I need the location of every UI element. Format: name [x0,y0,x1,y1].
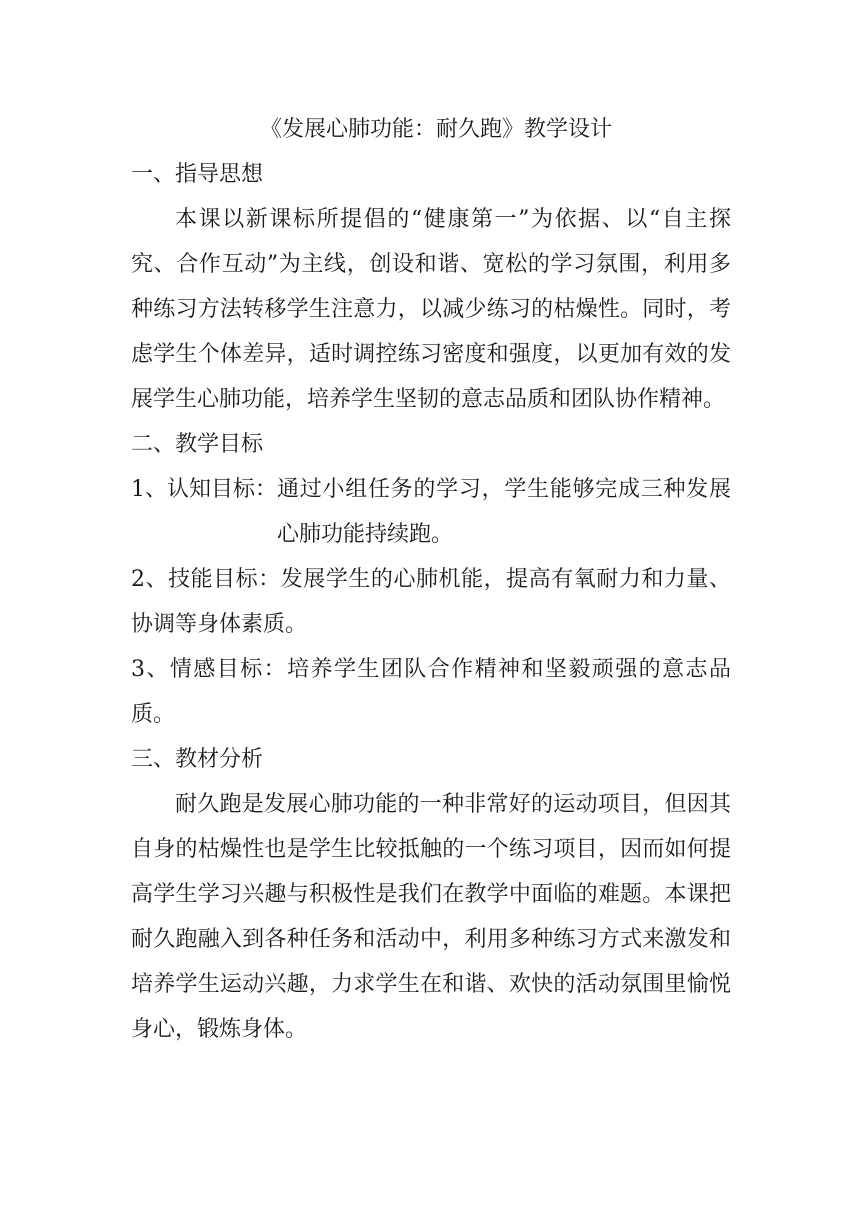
document-page [131,107,731,1052]
goal-text: 培养学生团队合作精神和坚毅顽强的意志品质。 [131,657,731,727]
goal-label: 1、认知目标： [131,477,277,502]
goal-item-skill [131,557,731,647]
section-heading-guiding-ideology: 一、指导思想 [131,162,264,187]
section-heading-material-analysis: 三、教材分析 [131,747,264,772]
document-title: 《发展心肺功能：耐久跑》教学设计 [259,117,612,142]
material-analysis-paragraph: 耐久跑是发展心肺功能的一种非常好的运动项目，但因其自身的枯燥性也是学生比较抵触的一个练习项目，因而如何提高学生学习兴趣与积极性是我们在教学中面临的难题。本课把耐久跑融入到各种任务和活动中，利用多种练习方式来激发和培养学生运动兴趣，力求学生在和谐、欢快的活动氛围里愉悦身心，锻炼身体。 [131,792,731,1042]
guiding-ideology-paragraph: 本课以新课标所提倡的“健康第一”为依据、以“自主探究、合作互动”为主线，创设和谐、宽松的学习氛围，利用多种练习方法转移学生注意力，以减少练习的枯燥性。同时，考虑学生个体差异，适时调控练习密度和强度，以更加有效的发展学生心肺功能，培养学生坚韧的意志品质和团队协作精神。 [131,207,731,412]
goal-item-emotional [131,647,731,737]
goal-item-cognitive [131,467,731,557]
goal-label: 3、情感目标： [131,657,288,682]
section-heading-teaching-goals: 二、教学目标 [131,432,264,457]
goal-label: 2、技能目标： [131,567,281,592]
goal-text: 通过小组任务的学习，学生能够完成三种发展心肺功能持续跑。 [277,477,731,547]
goal-text: 发展学生的心肺机能，提高有氧耐力和力量、协调等身体素质。 [131,567,731,637]
